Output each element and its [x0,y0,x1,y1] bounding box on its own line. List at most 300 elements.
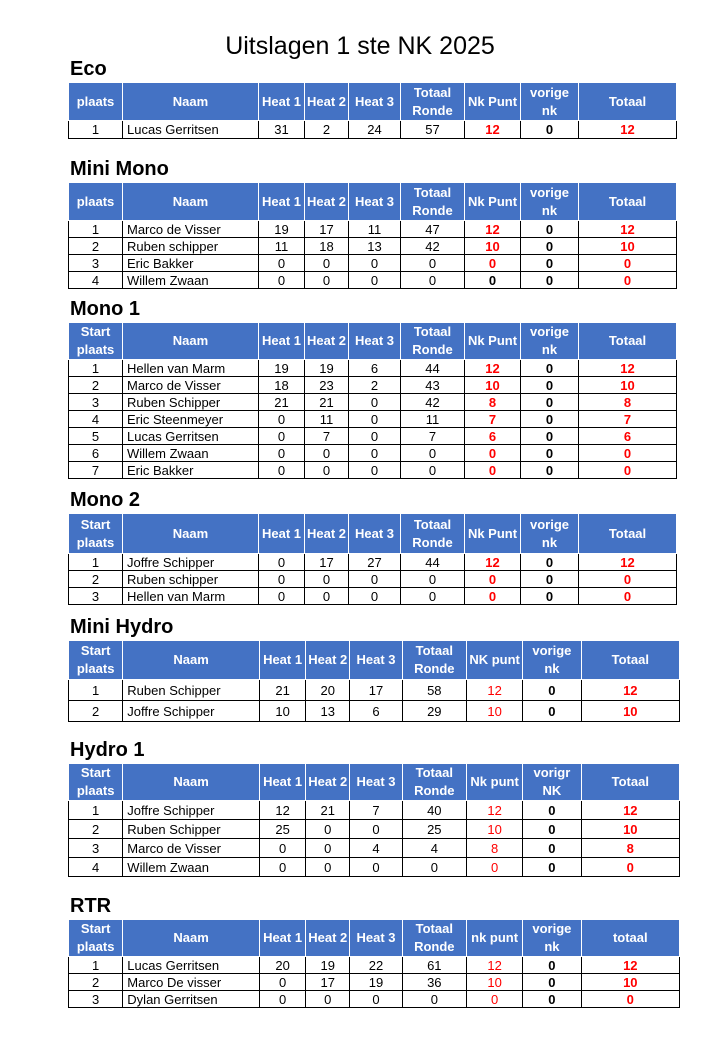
column-header-vorige-nk: vorige nk [521,183,579,221]
column-header-heat1: Heat 1 [259,920,305,957]
column-header-vorige-nk: vorige nk [523,920,581,957]
cell-vorige-nk: 0 [521,255,579,272]
cell-totaal: 12 [581,801,680,820]
table-header-row [69,764,680,801]
column-header-heat3: Heat 3 [350,920,402,957]
cell-plaats: 7 [69,462,123,479]
cell-nk-punt: 10 [465,238,521,255]
cell-vorige-nk: 0 [521,360,579,377]
cell-plaats: 2 [69,974,123,991]
cell-heat2: 0 [305,255,349,272]
cell-plaats: 2 [69,377,123,394]
column-header-totaal: Totaal [579,83,677,121]
table-row [69,991,680,1008]
cell-totaal: 10 [579,377,677,394]
cell-totaal: 10 [579,238,677,255]
column-header-plaats: plaats [69,83,123,121]
table-row [69,571,677,588]
cell-vorige-nk: 0 [521,462,579,479]
cell-heat1: 0 [259,858,305,877]
cell-heat3: 0 [349,462,401,479]
table-row [69,445,677,462]
cell-heat3: 0 [350,820,402,839]
cell-nk-punt: 6 [465,428,521,445]
column-header-nk-punt: nk punt [466,920,522,957]
cell-heat3: 0 [349,445,401,462]
cell-nk-punt: 12 [465,554,521,571]
cell-naam: Ruben Schipper [123,394,259,411]
table-row [69,974,680,991]
cell-heat2: 0 [305,462,349,479]
results-table-hydro-1 [68,763,680,877]
cell-heat3: 0 [349,255,401,272]
cell-totaal-ronde: 47 [401,221,465,238]
cell-naam: Eric Steenmeyer [123,411,259,428]
cell-heat3: 0 [350,991,402,1008]
cell-heat3: 0 [349,411,401,428]
results-table-rtr [68,919,680,1008]
cell-totaal: 0 [579,571,677,588]
cell-totaal: 10 [581,820,680,839]
section-title-mono-1: Mono 1 [70,298,140,320]
cell-heat2: 21 [305,394,349,411]
cell-totaal-ronde: 25 [402,820,466,839]
cell-naam: Ruben schipper [123,571,259,588]
cell-nk-punt: 0 [465,571,521,588]
table-row [69,255,677,272]
cell-totaal: 12 [581,680,680,701]
column-header-plaats: Start plaats [69,641,123,680]
column-header-heat1: Heat 1 [259,514,305,554]
column-header-vorige-nk: vorige nk [521,83,579,121]
table-row [69,360,677,377]
cell-totaal-ronde: 36 [402,974,466,991]
cell-totaal: 8 [579,394,677,411]
table-row [69,588,677,605]
cell-totaal: 0 [579,255,677,272]
column-header-heat1: Heat 1 [259,183,305,221]
table-header-row [69,514,677,554]
cell-nk-punt: 0 [465,445,521,462]
cell-vorige-nk: 0 [521,445,579,462]
column-header-heat1: Heat 1 [259,83,305,121]
section-title-mini-mono: Mini Mono [70,158,169,180]
cell-heat1: 0 [259,554,305,571]
cell-nk-punt: 0 [465,272,521,289]
column-header-heat2: Heat 2 [305,83,349,121]
cell-plaats: 6 [69,445,123,462]
cell-heat1: 25 [259,820,305,839]
column-header-vorige-nk: vorige nk [523,641,581,680]
cell-heat3: 6 [349,360,401,377]
column-header-totaal-ronde: Totaal Ronde [402,920,466,957]
cell-totaal: 0 [579,588,677,605]
results-table-mini-mono [68,182,677,289]
column-header-nk-punt: NK punt [466,641,522,680]
cell-plaats: 4 [69,411,123,428]
cell-nk-punt: 10 [466,974,522,991]
cell-heat3: 13 [349,238,401,255]
cell-vorige-nk: 0 [521,554,579,571]
column-header-heat2: Heat 2 [306,641,350,680]
cell-plaats: 2 [69,701,123,722]
cell-totaal: 6 [579,428,677,445]
cell-vorige-nk: 0 [521,221,579,238]
cell-totaal: 12 [581,957,680,974]
cell-naam: Willem Zwaan [123,445,259,462]
column-header-heat2: Heat 2 [305,514,349,554]
cell-totaal: 0 [579,272,677,289]
table-header-row [69,323,677,360]
cell-totaal: 12 [579,554,677,571]
cell-heat1: 19 [259,360,305,377]
cell-heat3: 0 [350,858,402,877]
cell-totaal-ronde: 0 [401,445,465,462]
column-header-plaats: plaats [69,183,123,221]
cell-heat3: 6 [350,701,402,722]
cell-heat2: 0 [306,839,350,858]
cell-heat1: 19 [259,221,305,238]
table-header-row [69,920,680,957]
cell-vorige-nk: 0 [523,820,581,839]
cell-heat3: 0 [349,588,401,605]
cell-totaal: 12 [579,221,677,238]
cell-plaats: 4 [69,272,123,289]
cell-heat1: 0 [259,588,305,605]
cell-vorige-nk: 0 [521,121,579,139]
cell-vorige-nk: 0 [521,238,579,255]
cell-heat2: 13 [306,701,350,722]
column-header-plaats: Start plaats [69,920,123,957]
cell-heat2: 17 [306,974,350,991]
table-row [69,858,680,877]
cell-totaal-ronde: 11 [401,411,465,428]
cell-heat1: 0 [259,974,305,991]
cell-plaats: 3 [69,588,123,605]
column-header-plaats: Start plaats [69,764,123,801]
cell-naam: Marco de Visser [123,377,259,394]
cell-naam: Willem Zwaan [123,272,259,289]
cell-heat3: 2 [349,377,401,394]
cell-vorige-nk: 0 [523,858,581,877]
cell-nk-punt: 12 [465,221,521,238]
page-title: Uitslagen 1 ste NK 2025 [225,32,495,60]
cell-vorige-nk: 0 [521,377,579,394]
cell-plaats: 3 [69,839,123,858]
cell-heat1: 31 [259,121,305,139]
section-title-mini-hydro: Mini Hydro [70,616,174,638]
column-header-naam: Naam [123,764,260,801]
cell-heat2: 0 [306,858,350,877]
cell-totaal: 8 [581,839,680,858]
cell-heat2: 18 [305,238,349,255]
cell-vorige-nk: 0 [523,991,581,1008]
cell-nk-punt: 8 [465,394,521,411]
cell-heat3: 0 [349,428,401,445]
cell-naam: Marco De visser [123,974,260,991]
table-row [69,121,677,139]
cell-heat1: 21 [259,680,305,701]
cell-nk-punt: 0 [465,462,521,479]
cell-totaal-ronde: 44 [401,360,465,377]
cell-nk-punt: 12 [466,957,522,974]
cell-vorige-nk: 0 [523,839,581,858]
cell-nk-punt: 0 [466,858,522,877]
cell-nk-punt: 8 [466,839,522,858]
cell-nk-punt: 7 [465,411,521,428]
cell-totaal: 0 [581,991,680,1008]
cell-heat3: 24 [349,121,401,139]
cell-heat3: 22 [350,957,402,974]
table-row [69,957,680,974]
cell-heat1: 0 [259,411,305,428]
cell-totaal-ronde: 58 [402,680,466,701]
column-header-totaal: Totaal [581,764,680,801]
cell-naam: Lucas Gerritsen [123,121,259,139]
table-row [69,411,677,428]
column-header-vorige-nk: vorige nk [521,514,579,554]
cell-vorige-nk: 0 [521,571,579,588]
cell-totaal-ronde: 0 [401,272,465,289]
cell-heat2: 19 [306,957,350,974]
cell-vorige-nk: 0 [523,680,581,701]
cell-totaal: 12 [579,360,677,377]
cell-heat3: 17 [350,680,402,701]
section-title-mono-2: Mono 2 [70,489,140,511]
cell-heat2: 17 [305,221,349,238]
cell-nk-punt: 10 [465,377,521,394]
cell-plaats: 1 [69,801,123,820]
results-table-mini-hydro [68,640,680,722]
table-row [69,394,677,411]
cell-plaats: 2 [69,571,123,588]
cell-vorige-nk: 0 [521,411,579,428]
cell-nk-punt: 12 [465,121,521,139]
cell-plaats: 3 [69,991,123,1008]
column-header-totaal-ronde: Totaal Ronde [402,641,466,680]
cell-nk-punt: 12 [466,801,522,820]
column-header-heat3: Heat 3 [349,323,401,360]
column-header-heat1: Heat 1 [259,323,305,360]
cell-vorige-nk: 0 [521,588,579,605]
column-header-naam: Naam [123,183,259,221]
column-header-heat1: Heat 1 [259,764,305,801]
column-header-totaal-ronde: Totaal Ronde [402,764,466,801]
cell-heat3: 0 [349,394,401,411]
table-row [69,701,680,722]
cell-nk-punt: 0 [465,588,521,605]
cell-totaal: 10 [581,701,680,722]
results-table-mono-1 [68,322,677,479]
column-header-vorige-nk: vorigr NK [523,764,581,801]
table-row [69,272,677,289]
table-header-row [69,83,677,121]
cell-naam: Marco de Visser [123,839,260,858]
column-header-naam: Naam [123,920,260,957]
cell-plaats: 1 [69,360,123,377]
table-row [69,221,677,238]
cell-totaal-ronde: 40 [402,801,466,820]
column-header-plaats: Start plaats [69,514,123,554]
column-header-heat3: Heat 3 [349,183,401,221]
column-header-heat3: Heat 3 [350,641,402,680]
cell-plaats: 2 [69,238,123,255]
cell-plaats: 1 [69,554,123,571]
column-header-heat3: Heat 3 [350,764,402,801]
column-header-heat1: Heat 1 [259,641,305,680]
column-header-totaal: Totaal [579,514,677,554]
table-row [69,680,680,701]
cell-totaal: 0 [579,445,677,462]
column-header-totaal: Totaal [581,641,680,680]
cell-heat1: 0 [259,445,305,462]
cell-heat2: 2 [305,121,349,139]
cell-heat1: 0 [259,272,305,289]
cell-totaal: 10 [581,974,680,991]
cell-vorige-nk: 0 [523,957,581,974]
table-row [69,462,677,479]
column-header-naam: Naam [123,323,259,360]
column-header-totaal: Totaal [579,183,677,221]
table-row [69,820,680,839]
cell-heat3: 4 [350,839,402,858]
cell-vorige-nk: 0 [521,394,579,411]
cell-heat2: 0 [306,820,350,839]
cell-naam: Eric Bakker [123,462,259,479]
column-header-nk-punt: Nk Punt [465,323,521,360]
column-header-heat2: Heat 2 [305,183,349,221]
cell-totaal-ronde: 7 [401,428,465,445]
column-header-naam: Naam [123,514,259,554]
cell-naam: Ruben Schipper [123,820,260,839]
cell-heat2: 0 [306,991,350,1008]
cell-heat1: 0 [259,255,305,272]
column-header-totaal-ronde: Totaal Ronde [401,514,465,554]
cell-heat1: 0 [259,571,305,588]
cell-nk-punt: 12 [466,680,522,701]
cell-heat1: 0 [259,428,305,445]
cell-naam: Joffre Schipper [123,701,260,722]
cell-heat2: 0 [305,588,349,605]
cell-plaats: 1 [69,121,123,139]
section-title-eco: Eco [70,58,107,80]
column-header-totaal: Totaal [579,323,677,360]
cell-heat2: 0 [305,571,349,588]
cell-nk-punt: 10 [466,820,522,839]
cell-heat3: 11 [349,221,401,238]
cell-heat1: 10 [259,701,305,722]
column-header-nk-punt: Nk Punt [465,83,521,121]
cell-plaats: 1 [69,680,123,701]
column-header-heat3: Heat 3 [349,514,401,554]
cell-vorige-nk: 0 [521,272,579,289]
column-header-heat2: Heat 2 [306,920,350,957]
table-row [69,801,680,820]
cell-vorige-nk: 0 [523,974,581,991]
cell-heat1: 11 [259,238,305,255]
cell-plaats: 1 [69,221,123,238]
cell-heat1: 12 [259,801,305,820]
cell-heat2: 19 [305,360,349,377]
cell-totaal: 7 [579,411,677,428]
column-header-naam: Naam [123,83,259,121]
column-header-plaats: Start plaats [69,323,123,360]
cell-totaal-ronde: 43 [401,377,465,394]
column-header-totaal-ronde: Totaal Ronde [401,323,465,360]
column-header-totaal-ronde: Totaal Ronde [401,83,465,121]
cell-heat2: 0 [305,445,349,462]
cell-naam: Eric Bakker [123,255,259,272]
table-row [69,238,677,255]
cell-vorige-nk: 0 [523,701,581,722]
cell-totaal-ronde: 0 [401,462,465,479]
cell-heat3: 19 [350,974,402,991]
cell-heat2: 21 [306,801,350,820]
cell-plaats: 5 [69,428,123,445]
cell-plaats: 3 [69,394,123,411]
cell-heat1: 0 [259,839,305,858]
cell-heat1: 21 [259,394,305,411]
cell-heat2: 20 [306,680,350,701]
cell-totaal-ronde: 29 [402,701,466,722]
cell-totaal-ronde: 0 [401,571,465,588]
cell-heat2: 7 [305,428,349,445]
cell-nk-punt: 12 [465,360,521,377]
cell-heat1: 18 [259,377,305,394]
cell-naam: Joffre Schipper [123,554,259,571]
cell-totaal-ronde: 0 [401,255,465,272]
column-header-naam: Naam [123,641,260,680]
table-row [69,377,677,394]
cell-heat2: 11 [305,411,349,428]
table-header-row [69,183,677,221]
section-title-rtr: RTR [70,895,112,917]
table-row [69,839,680,858]
cell-totaal-ronde: 44 [401,554,465,571]
column-header-heat2: Heat 2 [306,764,350,801]
cell-totaal-ronde: 0 [402,858,466,877]
column-header-heat3: Heat 3 [349,83,401,121]
cell-heat1: 0 [259,991,305,1008]
cell-naam: Ruben schipper [123,238,259,255]
cell-plaats: 4 [69,858,123,877]
cell-heat1: 0 [259,462,305,479]
cell-naam: Willem Zwaan [123,858,260,877]
cell-heat3: 0 [349,571,401,588]
cell-naam: Lucas Gerritsen [123,957,260,974]
cell-vorige-nk: 0 [523,801,581,820]
cell-nk-punt: 10 [466,701,522,722]
cell-totaal-ronde: 0 [402,991,466,1008]
column-header-nk-punt: Nk Punt [465,514,521,554]
column-header-totaal-ronde: Totaal Ronde [401,183,465,221]
cell-heat3: 27 [349,554,401,571]
cell-plaats: 2 [69,820,123,839]
cell-heat3: 7 [350,801,402,820]
cell-naam: Joffre Schipper [123,801,260,820]
cell-naam: Dylan Gerritsen [123,991,260,1008]
cell-totaal-ronde: 42 [401,238,465,255]
cell-naam: Ruben Schipper [123,680,260,701]
cell-plaats: 1 [69,957,123,974]
column-header-nk-punt: Nk punt [466,764,522,801]
cell-naam: Hellen van Marm [123,588,259,605]
cell-naam: Lucas Gerritsen [123,428,259,445]
results-table-mono-2 [68,513,677,605]
cell-totaal-ronde: 4 [402,839,466,858]
column-header-heat2: Heat 2 [305,323,349,360]
cell-heat2: 17 [305,554,349,571]
